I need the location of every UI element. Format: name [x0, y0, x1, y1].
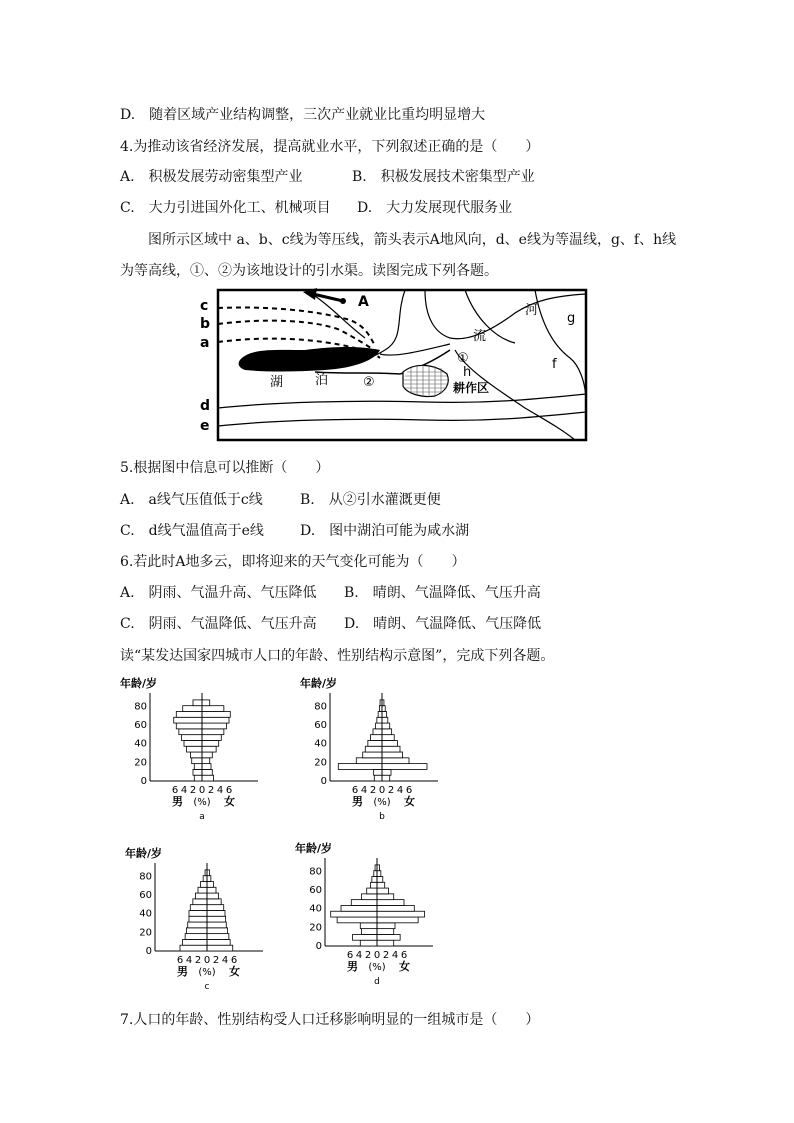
pyramid-bar-female — [207, 881, 213, 887]
pyramid-x-tick: 0 — [203, 955, 211, 966]
pyramid-y-tick: 0 — [140, 776, 147, 787]
pyramid-y-tick: 80 — [134, 701, 147, 713]
pyramid-bar-male — [201, 881, 207, 887]
q5-option-a: A. a线气压值低于c线 — [120, 492, 263, 508]
q4-option-b: B. 积极发展技术密集型产业 — [352, 169, 535, 185]
pyramid-bar-female — [207, 945, 233, 951]
pyramid-x-tick: 6 — [400, 950, 408, 961]
pyramid-bar-female — [202, 740, 219, 746]
pyramid-x-tick: 6 — [230, 955, 238, 966]
pyramid-male-label: 男 — [352, 795, 363, 808]
pyramid-pct-label: (%) — [198, 967, 216, 978]
pyramid-bar-male — [187, 746, 202, 752]
pyramid-bar-female — [377, 905, 414, 911]
pyramid-bar-male — [356, 758, 382, 764]
pyramid-y-tick: 60 — [134, 720, 147, 731]
pyramid-id-label: b — [379, 812, 385, 822]
pyramid-y-tick: 40 — [309, 903, 322, 915]
pyramid-x-tick: 6 — [171, 785, 179, 796]
pyramid-y-tick: 60 — [139, 890, 152, 901]
pyramid-ylabel: 年龄/岁 — [125, 847, 163, 860]
pyramid-bar-male — [195, 893, 207, 899]
pyramid-bar-female — [202, 746, 216, 752]
pyramid-x-tick: 4 — [180, 785, 188, 796]
pyramid-x-tick: 6 — [346, 950, 354, 961]
pyramid-x-tick: 4 — [355, 950, 363, 961]
pyramid-bar-female — [202, 758, 210, 764]
question-5: 5.根据图中信息可以推断（ ） — [120, 460, 330, 476]
map-label-farm: 耕作区 — [453, 381, 490, 395]
pyramid-bar-male — [374, 769, 382, 775]
pyramid-bar-male — [193, 899, 207, 905]
q6-option-b: B. 晴朗、气温降低、气压升高 — [344, 585, 541, 601]
pyramid-bar-male — [184, 740, 202, 746]
pyramid-x-tick: 0 — [378, 785, 386, 796]
pyramid-bar-male — [367, 888, 377, 894]
map-label-canal2: ② — [363, 375, 375, 390]
map-label-canal1: ① — [457, 351, 469, 366]
pyramid-male-label: 男 — [172, 795, 183, 808]
pyramid-bar-female — [377, 876, 383, 882]
pyramid-bar-female — [207, 876, 211, 882]
pyramid-bar-male — [363, 752, 382, 758]
map-label-h: h — [463, 365, 472, 380]
pyramid-bar-male — [176, 723, 202, 729]
pyramid-bar-female — [382, 775, 390, 781]
pyramid-x-tick: 4 — [221, 955, 229, 966]
pyramid-bar-male — [189, 910, 207, 916]
map-label-c: c — [200, 298, 209, 314]
intro-line-1: 图所示区域中 a、b、c线为等压线，箭头表示A地风向，d、e线为等温线，g、f、h线 — [148, 232, 677, 248]
pyramid-bar-female — [377, 900, 404, 906]
pyramid-pct-label: (%) — [193, 797, 211, 808]
map-label-lake1: 湖 — [270, 375, 284, 390]
pyramid-bar-male — [186, 928, 207, 934]
pyramid-y-tick: 60 — [314, 720, 327, 731]
pyramid-bar-female — [377, 917, 418, 923]
pyramid-bar-male — [192, 758, 202, 764]
pyramid-y-tick: 20 — [134, 757, 147, 769]
map-label-g: g — [567, 311, 576, 326]
pyramid-x-tick: 2 — [382, 950, 390, 961]
pyramid-bar-male — [185, 934, 207, 940]
pyramid-male-label: 男 — [177, 965, 188, 978]
pyramid-x-tick: 2 — [207, 785, 215, 796]
pyramid-y-tick: 0 — [145, 946, 152, 957]
question-4: 4.为推动该省经济发展，提高就业水平，下列叙述正确的是（ ） — [120, 139, 540, 155]
pyramid-bar-male — [365, 746, 382, 752]
pyramid-x-tick: 0 — [373, 950, 381, 961]
pyramid-bar-female — [202, 729, 224, 735]
pyramid-bar-male — [198, 887, 207, 893]
pyramid-y-tick: 20 — [139, 927, 152, 939]
isobar-map-figure — [195, 288, 590, 448]
pyramid-bar-female — [382, 711, 387, 717]
pyramid-bar-female — [377, 929, 394, 935]
pyramid-bar-female — [207, 934, 229, 940]
pyramid-y-tick: 80 — [309, 866, 322, 878]
pyramid-y-tick: 0 — [315, 941, 322, 952]
pyramid-bar-male — [183, 706, 202, 712]
map-label-river1: 河 — [525, 303, 539, 318]
pyramid-bar-female — [207, 905, 224, 911]
pyramid-bar-male — [376, 723, 382, 729]
pyramid-bar-female — [207, 893, 219, 899]
map-label-f: f — [552, 357, 557, 372]
pyramid-bar-female — [202, 769, 212, 775]
pyramid-bar-female — [377, 871, 381, 877]
q5-option-d: D. 图中湖泊可能为咸水湖 — [300, 523, 470, 539]
pyramid-bar-female — [202, 700, 210, 706]
pyramid-x-tick: 2 — [369, 785, 377, 796]
map-label-e: e — [200, 418, 210, 434]
pyramid-bar-male — [179, 729, 202, 735]
intro-line-3: 读“某发达国家四城市人口的年龄、性别结构示意图”，完成下列各题。 — [120, 648, 555, 664]
pyramid-bar-female — [207, 887, 216, 893]
pyramid-bar-female — [382, 758, 409, 764]
pyramid-bar-male — [190, 905, 207, 911]
pyramid-bar-female — [382, 717, 388, 723]
pyramid-y-tick: 80 — [314, 701, 327, 713]
pyramid-bar-male — [190, 752, 202, 758]
q4-option-d: D. 大力发展现代服务业 — [357, 200, 513, 216]
q5-option-c: C. d线气温值高于e线 — [120, 523, 264, 539]
pyramid-ylabel: 年龄/岁 — [120, 677, 158, 690]
pyramid-bar-female — [377, 882, 385, 888]
map-label-A: A — [358, 294, 369, 310]
pyramid-bar-female — [382, 769, 391, 775]
pyramid-bar-female — [207, 910, 225, 916]
pyramid-y-tick: 40 — [134, 738, 147, 750]
pyramid-id-label: c — [204, 982, 210, 992]
pyramid-x-tick: 4 — [185, 955, 193, 966]
pyramid-y-tick: 20 — [309, 922, 322, 934]
pyramid-id-label: a — [199, 812, 205, 822]
pyramid-bar-male — [377, 717, 382, 723]
pyramid-bar-female — [382, 764, 427, 770]
pyramid-bar-female — [377, 923, 395, 929]
pyramid-bar-male — [194, 764, 202, 770]
pyramid-x-tick: 4 — [391, 950, 399, 961]
map-label-b: b — [200, 316, 211, 332]
pyramid-x-tick: 2 — [364, 950, 372, 961]
pyramid-male-label: 男 — [347, 960, 358, 973]
pyramid-bar-male — [373, 729, 382, 735]
pyramid-bar-male — [174, 717, 202, 723]
pyramid-female-label: 女 — [229, 965, 240, 978]
pyramid-y-tick: 60 — [309, 885, 322, 896]
pyramid-ylabel: 年龄/岁 — [295, 842, 333, 855]
map-label-river2: 流 — [473, 329, 487, 344]
q4-option-a: A. 积极发展劳动密集型产业 — [120, 169, 303, 185]
pyramid-a — [120, 675, 270, 827]
q6-option-d: D. 晴朗、气温降低、气压降低 — [344, 616, 542, 632]
map-label-a: a — [200, 335, 210, 351]
pyramid-x-tick: 2 — [194, 955, 202, 966]
pyramid-bar-female — [377, 911, 425, 917]
intro-line-2: 为等高线，①、②为该地设计的引水渠。读图完成下列各题。 — [120, 263, 498, 279]
pyramid-y-tick: 80 — [139, 871, 152, 883]
pyramid-bar-female — [382, 746, 400, 752]
pyramid-x-tick: 6 — [405, 785, 413, 796]
pyramid-bar-female — [207, 939, 230, 945]
pyramid-bar-male — [194, 775, 202, 781]
pyramid-bar-female — [202, 775, 214, 781]
pyramid-bar-female — [382, 723, 390, 729]
pyramid-bar-male — [338, 764, 382, 770]
q6-option-a: A. 阴雨、气温升高、气压降低 — [120, 585, 317, 601]
pyramid-x-tick: 6 — [176, 955, 184, 966]
line-d-option: D. 随着区域产业结构调整，三次产业就业比重均明显增大 — [120, 107, 486, 123]
pyramid-pct-label: (%) — [368, 962, 386, 973]
pyramid-bar-male — [351, 900, 377, 906]
pyramid-bar-male — [362, 894, 377, 900]
pyramid-bar-female — [202, 717, 229, 723]
pyramid-y-tick: 40 — [139, 908, 152, 920]
q6-option-c: C. 阴雨、气温降低、气压升高 — [120, 616, 317, 632]
pyramid-id-label: d — [374, 977, 380, 987]
pyramid-y-tick: 40 — [314, 738, 327, 750]
pyramid-bar-female — [377, 940, 394, 946]
pyramid-bar-male — [374, 775, 382, 781]
pyramid-bar-male — [183, 939, 207, 945]
pyramid-x-tick: 4 — [360, 785, 368, 796]
pyramid-female-label: 女 — [224, 795, 235, 808]
pyramid-x-tick: 4 — [396, 785, 404, 796]
pyramid-bar-female — [202, 723, 226, 729]
question-7: 7.人口的年龄、性别结构受人口迁移影响明显的一组城市是（ ） — [120, 1012, 540, 1028]
pyramid-bar-female — [202, 735, 221, 741]
q5-option-b: B. 从②引水灌溉更便 — [300, 492, 441, 508]
pyramid-bar-female — [207, 916, 226, 922]
pyramid-pct-label: (%) — [373, 797, 391, 808]
pyramid-bar-male — [370, 735, 382, 741]
pyramid-b — [300, 675, 460, 827]
pyramid-bar-male — [193, 700, 202, 706]
pyramid-bar-male — [189, 916, 207, 922]
pyramid-bar-male — [368, 740, 382, 746]
question-6: 6.若此时A地多云，即将迎来的天气变化可能为（ ） — [120, 554, 466, 570]
pyramid-bar-female — [377, 888, 389, 894]
pyramid-bar-male — [371, 882, 377, 888]
pyramid-bar-male — [353, 934, 377, 940]
pyramid-female-label: 女 — [399, 960, 410, 973]
pyramid-bar-male — [193, 769, 202, 775]
pyramid-bar-male — [337, 917, 377, 923]
pyramid-bar-male — [180, 945, 207, 951]
pyramid-x-tick: 2 — [212, 955, 220, 966]
pyramid-bar-male — [203, 876, 207, 882]
pyramid-bar-female — [377, 894, 394, 900]
pyramid-bar-male — [181, 735, 202, 741]
pyramid-d — [295, 840, 455, 999]
pyramid-bar-female — [202, 752, 212, 758]
pyramid-bar-female — [207, 922, 226, 928]
pyramid-bar-female — [377, 934, 400, 940]
q4-option-c: C. 大力引进国外化工、机械项目 — [120, 200, 331, 216]
pyramid-bar-female — [382, 729, 392, 735]
pyramid-x-tick: 2 — [189, 785, 197, 796]
pyramid-y-tick: 0 — [320, 776, 327, 787]
pyramid-bar-male — [360, 923, 377, 929]
pyramid-x-tick: 2 — [387, 785, 395, 796]
pyramid-c — [125, 845, 275, 999]
pyramid-bar-female — [382, 752, 403, 758]
pyramid-x-tick: 0 — [198, 785, 206, 796]
pyramid-x-tick: 6 — [225, 785, 233, 796]
pyramid-bar-male — [378, 711, 382, 717]
pyramid-x-tick: 6 — [351, 785, 359, 796]
pyramid-ylabel: 年龄/岁 — [300, 677, 338, 690]
pyramid-bar-female — [382, 740, 397, 746]
pyramid-bar-female — [202, 706, 224, 712]
pyramid-bar-male — [331, 911, 377, 917]
pyramid-bar-female — [207, 928, 228, 934]
pyramid-bar-female — [202, 764, 211, 770]
pyramid-bar-female — [382, 735, 394, 741]
pyramid-bar-male — [188, 922, 207, 928]
pyramid-x-tick: 4 — [216, 785, 224, 796]
pyramid-bar-female — [202, 711, 230, 717]
pyramid-bar-male — [176, 711, 202, 717]
map-label-lake2: 泊 — [315, 373, 329, 388]
pyramid-bar-male — [360, 940, 377, 946]
map-label-d: d — [200, 398, 211, 414]
pyramid-bar-female — [207, 899, 221, 905]
pyramid-bar-male — [372, 876, 377, 882]
pyramid-bar-male — [341, 905, 377, 911]
pyramid-bar-male — [362, 929, 377, 935]
pyramid-y-tick: 20 — [314, 757, 327, 769]
pyramid-female-label: 女 — [404, 795, 415, 808]
